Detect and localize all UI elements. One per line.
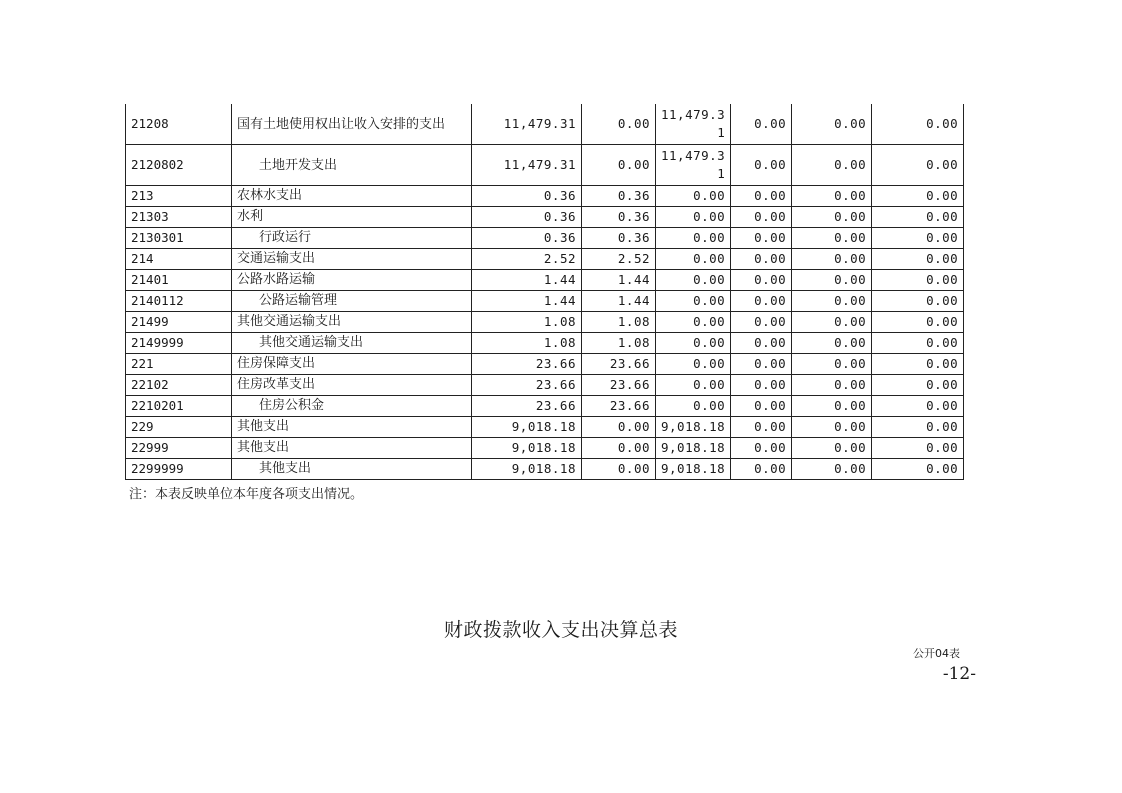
row-value: 0.00 [656,291,731,312]
row-value: 0.00 [731,207,792,228]
row-value: 0.00 [872,417,964,438]
row-code: 2210201 [126,396,232,417]
table-row [126,228,964,249]
row-value: 0.00 [656,333,731,354]
row-value: 0.00 [731,249,792,270]
table-row [126,354,964,375]
row-name: 其他支出 [232,459,472,480]
row-value: 0.00 [731,333,792,354]
row-value: 9,018.18 [472,459,582,480]
row-value: 0.00 [872,354,964,375]
row-value: 0.00 [872,270,964,291]
row-value: 0.00 [872,333,964,354]
row-value: 0.00 [731,396,792,417]
table-row [126,375,964,396]
table-row [126,459,964,480]
row-value: 0.00 [872,375,964,396]
table-row [126,438,964,459]
row-value: 0.00 [792,438,872,459]
row-value: 0.00 [731,312,792,333]
row-value: 9,018.18 [472,417,582,438]
table-row [126,270,964,291]
row-code: 22999 [126,438,232,459]
row-value: 0.00 [792,104,872,145]
row-value: 0.00 [872,145,964,186]
row-name: 其他交通运输支出 [232,333,472,354]
row-value: 2.52 [472,249,582,270]
row-value: 9,018.18 [656,417,731,438]
row-value: 11,479.31 [472,104,582,145]
table-row [126,186,964,207]
row-value: 0.00 [582,104,656,145]
row-code: 229 [126,417,232,438]
row-name: 土地开发支出 [232,145,472,186]
table-row [126,249,964,270]
row-value: 0.00 [872,186,964,207]
row-value: 1.08 [582,312,656,333]
form-code-label: 公开04表 [913,647,960,660]
table-row [126,145,964,186]
row-value: 1.44 [472,291,582,312]
row-name: 住房改革支出 [232,375,472,396]
row-value: 0.00 [582,438,656,459]
row-value: 0.00 [792,207,872,228]
row-name: 国有土地使用权出让收入安排的支出 [232,104,472,145]
row-value: 0.00 [656,207,731,228]
row-value: 0.00 [792,145,872,186]
row-value: 0.00 [792,354,872,375]
row-value: 0.36 [472,228,582,249]
row-value: 0.36 [582,228,656,249]
row-value: 0.00 [656,354,731,375]
row-code: 2130301 [126,228,232,249]
row-code: 2149999 [126,333,232,354]
row-code: 213 [126,186,232,207]
row-value: 0.00 [582,459,656,480]
row-code: 21499 [126,312,232,333]
row-value: 0.00 [872,396,964,417]
row-value: 0.36 [582,207,656,228]
row-value: 0.00 [792,333,872,354]
row-value: 1.08 [472,333,582,354]
row-name: 其他支出 [232,417,472,438]
row-value: 0.00 [731,438,792,459]
row-value: 0.00 [792,228,872,249]
section-title: 财政拨款收入支出决算总表 [443,619,678,641]
row-name: 其他支出 [232,438,472,459]
row-value: 0.00 [872,438,964,459]
row-name: 公路水路运输 [232,270,472,291]
row-value: 0.00 [792,459,872,480]
row-value: 0.00 [731,228,792,249]
row-value: 0.00 [792,249,872,270]
row-code: 221 [126,354,232,375]
row-name: 住房公积金 [232,396,472,417]
row-value: 0.00 [656,375,731,396]
row-value: 0.00 [582,145,656,186]
row-value: 0.00 [656,312,731,333]
row-value: 0.00 [656,270,731,291]
row-value: 0.00 [731,270,792,291]
row-name: 交通运输支出 [232,249,472,270]
table-row [126,333,964,354]
row-value: 0.00 [872,249,964,270]
row-value: 0.00 [731,104,792,145]
row-value: 0.00 [792,186,872,207]
row-value: 0.00 [656,249,731,270]
row-value: 23.66 [472,396,582,417]
row-code: 2120802 [126,145,232,186]
row-value: 0.00 [792,270,872,291]
row-value: 0.36 [472,207,582,228]
row-value: 1.44 [582,270,656,291]
row-name: 住房保障支出 [232,354,472,375]
row-value: 0.00 [731,354,792,375]
row-value: 23.66 [582,375,656,396]
row-value: 0.00 [656,396,731,417]
row-value: 0.00 [731,375,792,396]
row-value: 0.00 [872,459,964,480]
row-value: 1.08 [472,312,582,333]
table-row [126,312,964,333]
row-value: 0.00 [792,417,872,438]
row-value: 0.00 [872,104,964,145]
row-value: 0.00 [731,417,792,438]
row-value: 0.00 [656,186,731,207]
row-value: 0.00 [872,312,964,333]
page-number: -12- [942,664,976,684]
row-value: 0.00 [872,291,964,312]
row-value: 0.00 [656,228,731,249]
row-value: 23.66 [472,354,582,375]
row-value: 0.00 [792,375,872,396]
row-code: 21303 [126,207,232,228]
row-value: 23.66 [582,354,656,375]
row-value: 11,479.31 [656,104,731,145]
row-value: 11,479.31 [472,145,582,186]
table-row [126,104,964,145]
row-name: 行政运行 [232,228,472,249]
row-value: 0.00 [792,396,872,417]
table-row [126,291,964,312]
row-value: 9,018.18 [656,438,731,459]
row-name: 水利 [232,207,472,228]
row-value: 23.66 [472,375,582,396]
expenditure-table [125,104,964,480]
row-code: 21208 [126,104,232,145]
row-name: 其他交通运输支出 [232,312,472,333]
table-row [126,417,964,438]
row-value: 0.00 [792,312,872,333]
row-value: 0.00 [872,207,964,228]
row-value: 0.00 [731,186,792,207]
row-value: 0.00 [731,291,792,312]
row-value: 1.44 [472,270,582,291]
row-value: 1.44 [582,291,656,312]
row-code: 21401 [126,270,232,291]
row-value: 0.36 [582,186,656,207]
row-value: 9,018.18 [472,438,582,459]
row-name: 农林水支出 [232,186,472,207]
row-value: 2.52 [582,249,656,270]
table-row [126,396,964,417]
row-value: 0.00 [582,417,656,438]
row-value: 0.00 [731,145,792,186]
table-row [126,207,964,228]
row-value: 0.00 [792,291,872,312]
table-footnote: 注：本表反映单位本年度各项支出情况。 [129,487,364,502]
row-code: 2140112 [126,291,232,312]
row-value: 9,018.18 [656,459,731,480]
row-code: 214 [126,249,232,270]
row-value: 0.00 [731,459,792,480]
row-value: 11,479.31 [656,145,731,186]
row-value: 23.66 [582,396,656,417]
row-value: 1.08 [582,333,656,354]
row-name: 公路运输管理 [232,291,472,312]
row-value: 0.36 [472,186,582,207]
row-value: 0.00 [872,228,964,249]
row-code: 2299999 [126,459,232,480]
row-code: 22102 [126,375,232,396]
